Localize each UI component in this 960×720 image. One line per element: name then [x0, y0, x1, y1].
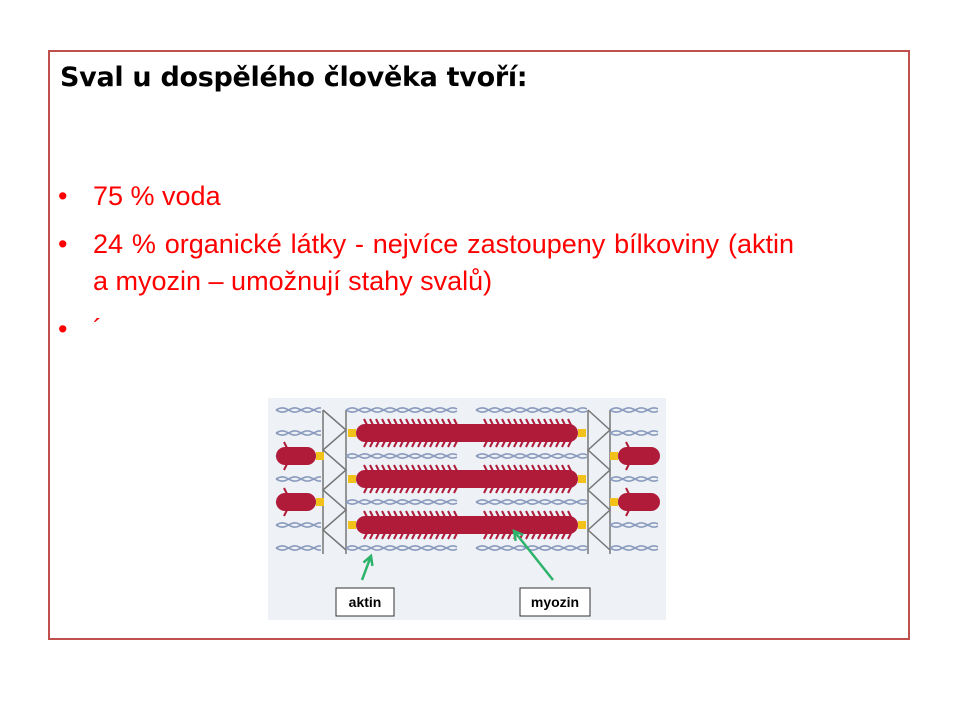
- titin: [316, 498, 324, 506]
- titin: [348, 475, 356, 483]
- bullet-item-organic: [58, 226, 794, 300]
- titin: [610, 498, 618, 506]
- titin: [578, 475, 586, 483]
- myosin: [276, 447, 316, 465]
- titin: [316, 452, 324, 460]
- titin: [578, 521, 586, 529]
- bullet-list: [58, 178, 794, 359]
- myosin: [276, 493, 316, 511]
- arrow: [514, 531, 553, 580]
- myosin: [618, 493, 660, 511]
- myosin-label-box: [520, 588, 590, 616]
- bullet-item-empty: [58, 311, 794, 348]
- bullet-dot: •: [58, 229, 68, 259]
- actin-label: aktin: [348, 594, 382, 610]
- myosin: [356, 424, 578, 442]
- myosin: [618, 447, 660, 465]
- myosin-label: myozin: [530, 594, 580, 610]
- titin: [348, 429, 356, 437]
- bullet-text: ´: [93, 314, 102, 344]
- label-arrows: [362, 531, 553, 580]
- titin: [578, 429, 586, 437]
- bullet-text: 75 % voda: [93, 181, 221, 211]
- myosin: [356, 516, 578, 534]
- z-line: [588, 410, 610, 550]
- bullet-dot: •: [58, 181, 68, 211]
- sarcomere-diagram: [268, 398, 666, 620]
- bullet-dot: •: [58, 314, 68, 344]
- z-line: [323, 410, 346, 550]
- actin-label-box: [336, 588, 394, 616]
- myosin: [356, 470, 578, 488]
- bullet-item-water: [58, 178, 794, 215]
- bullet-text: 24 % organické látky - nejvíce zastoupeny bílkoviny (aktin a myozin – umožnují stahy svalů): [93, 229, 794, 296]
- titin: [610, 452, 618, 460]
- titin: [348, 521, 356, 529]
- slide-title: Sval u dospělého člověka tvoří:: [60, 62, 528, 93]
